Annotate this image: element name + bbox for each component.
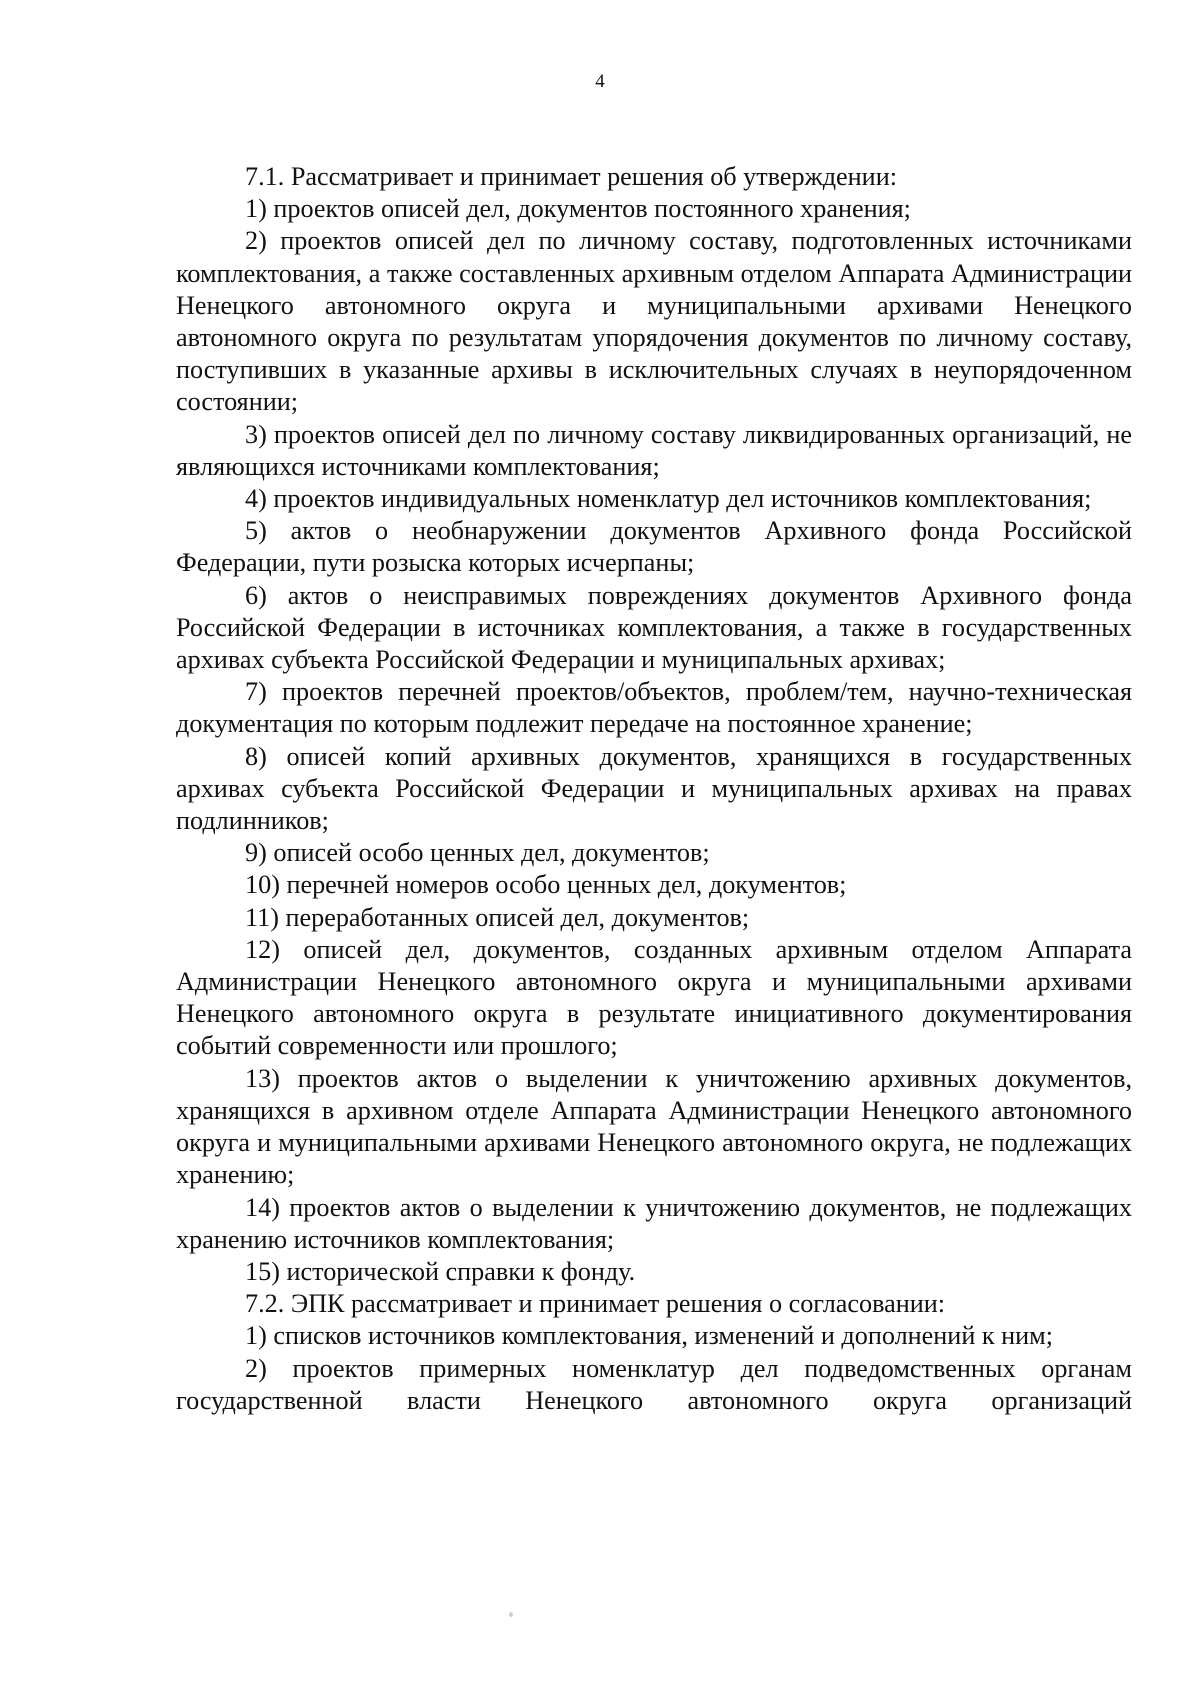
page-number: 4 bbox=[595, 71, 605, 92]
list-item-7-1-11: 11) переработанных описей дел, документов; bbox=[245, 902, 750, 932]
list-item-7-1-2: 2) проектов описей дел по личному составу, подготовленных источниками комплектования, а также составленных архивным отделом Аппарата Администрации Ненецкого автономного округа и муниципальными архивами Ненецкого автономного округа по результатам упорядочения документов по личному составу, поступивших в указанные архивы в исключительных случаях в неупорядоченном состоянии; bbox=[176, 226, 1132, 417]
list-item-7-1-15: 15) исторической справки к фонду. bbox=[245, 1256, 636, 1286]
list-item-7-1-14: 14) проектов актов о выделении к уничтожению документов, не подлежащих хранению источников комплектования; bbox=[176, 1192, 1132, 1254]
list-item-7-2-2: 2) проектов примерных номенклатур дел подведомственных органам государственной власти Ненецкого автономного округа организаций bbox=[176, 1353, 1132, 1415]
list-item-7-1-9: 9) описей особо ценных дел, документов; bbox=[245, 838, 710, 868]
list-item-7-1-1: 1) проектов описей дел, документов постоянного хранения; bbox=[245, 194, 911, 224]
list-item-7-1-4: 4) проектов индивидуальных номенклатур дел источников комплектования; bbox=[245, 484, 1092, 514]
list-item-7-1-3: 3) проектов описей дел по личному составу ликвидированных организаций, не являющихся источниками комплектования; bbox=[176, 419, 1132, 481]
section-heading-7-2: 7.2. ЭПК рассматривает и принимает решения о согласовании: bbox=[245, 1289, 946, 1319]
section-heading-7-1: 7.1. Рассматривает и принимает решения об утверждении: bbox=[245, 162, 897, 191]
scan-artifact-mark bbox=[509, 1612, 513, 1617]
list-item-7-2-1: 1) списков источников комплектования, изменений и дополнений к ним; bbox=[245, 1321, 1054, 1351]
list-item-7-1-8: 8) описей копий архивных документов, хранящихся в государственных архивах субъекта Российской Федерации и муниципальных архивах на правах подлинников; bbox=[176, 741, 1132, 836]
list-item-7-1-12: 12) описей дел, документов, созданных архивным отделом Аппарата Администрации Ненецкого автономного округа и муниципальными архивами Ненецкого автономного округа в результате инициативного документирования событий современности или прошлого; bbox=[176, 934, 1132, 1061]
list-item-7-1-10: 10) перечней номеров особо ценных дел, документов; bbox=[245, 870, 847, 900]
list-item-7-1-13: 13) проектов актов о выделении к уничтожению архивных документов, хранящихся в архивном отделе Аппарата Администрации Ненецкого автономного округа и муниципальными архивами Ненецкого автономного округа, не подлежащих хранению; bbox=[176, 1063, 1132, 1190]
document-body bbox=[176, 161, 1132, 1417]
list-item-7-1-7: 7) проектов перечней проектов/объектов, проблем/тем, научно-техническая документация по которым подлежит передаче на постоянное хранение; bbox=[176, 677, 1132, 739]
list-item-7-1-5: 5) актов о необнаружении документов Архивного фонда Российской Федерации, пути розыска которых исчерпаны; bbox=[176, 516, 1132, 578]
list-item-7-1-6: 6) актов о неисправимых повреждениях документов Архивного фонда Российской Федерации в источниках комплектования, а также в государственных архивах субъекта Российской Федерации и муниципальных архивах; bbox=[176, 580, 1132, 675]
